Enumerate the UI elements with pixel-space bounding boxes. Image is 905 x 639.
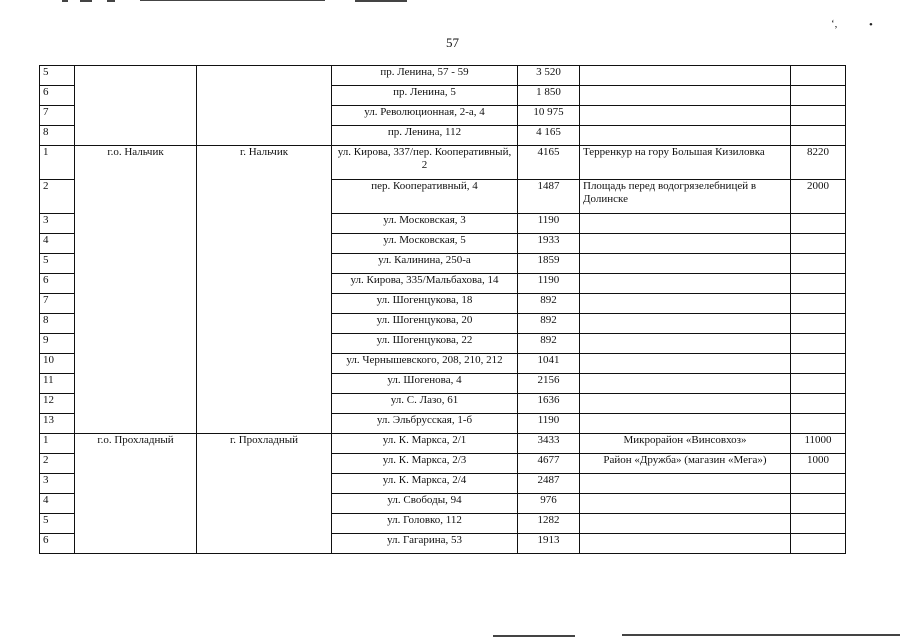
site-cell <box>580 126 791 146</box>
district-cell: г.о. Нальчик <box>75 146 197 434</box>
address-cell: ул. К. Маркса, 2/4 <box>332 474 518 494</box>
row-number-cell: 6 <box>40 274 75 294</box>
table-row <box>40 434 846 454</box>
address-cell: ул. Головко, 112 <box>332 514 518 534</box>
area-cell: 1041 <box>518 354 580 374</box>
row-number-cell: 12 <box>40 394 75 414</box>
site-cell: Микрорайон «Винсовхоз» <box>580 434 791 454</box>
address-cell: ул. С. Лазо, 61 <box>332 394 518 414</box>
site-cell <box>580 474 791 494</box>
row-number-cell: 13 <box>40 414 75 434</box>
site-area-cell <box>791 86 846 106</box>
site-cell <box>580 374 791 394</box>
row-number-cell: 11 <box>40 374 75 394</box>
address-cell: ул. Московская, 3 <box>332 214 518 234</box>
corner-mark: • <box>869 19 873 31</box>
address-cell: ул. К. Маркса, 2/3 <box>332 454 518 474</box>
row-number-cell: 6 <box>40 86 75 106</box>
registry-table <box>39 65 846 554</box>
row-number-cell: 5 <box>40 66 75 86</box>
address-cell: пр. Ленина, 57 - 59 <box>332 66 518 86</box>
area-cell: 1190 <box>518 274 580 294</box>
table-row <box>40 66 846 86</box>
city-cell: г. Нальчик <box>197 146 332 434</box>
area-cell: 1190 <box>518 414 580 434</box>
city-cell <box>197 66 332 146</box>
site-area-cell <box>791 414 846 434</box>
table-row <box>40 146 846 180</box>
site-cell <box>580 294 791 314</box>
address-cell: ул. Шогенцукова, 22 <box>332 334 518 354</box>
row-number-cell: 7 <box>40 106 75 126</box>
site-area-cell <box>791 514 846 534</box>
row-number-cell: 9 <box>40 334 75 354</box>
site-area-cell <box>791 494 846 514</box>
site-area-cell <box>791 314 846 334</box>
site-area-cell <box>791 66 846 86</box>
site-area-cell <box>791 274 846 294</box>
row-number-cell: 10 <box>40 354 75 374</box>
site-cell <box>580 394 791 414</box>
area-cell: 4677 <box>518 454 580 474</box>
address-cell: пр. Ленина, 5 <box>332 86 518 106</box>
area-cell: 3 520 <box>518 66 580 86</box>
row-number-cell: 6 <box>40 534 75 554</box>
area-cell: 1 850 <box>518 86 580 106</box>
site-cell <box>580 534 791 554</box>
area-cell: 1636 <box>518 394 580 414</box>
row-number-cell: 8 <box>40 126 75 146</box>
site-cell <box>580 106 791 126</box>
area-cell: 2156 <box>518 374 580 394</box>
site-cell <box>580 514 791 534</box>
row-number-cell: 4 <box>40 494 75 514</box>
address-cell: ул. Чернышевского, 208, 210, 212 <box>332 354 518 374</box>
scan-edge-bottom <box>493 635 575 637</box>
row-number-cell: 7 <box>40 294 75 314</box>
site-cell <box>580 66 791 86</box>
row-number-cell: 1 <box>40 434 75 454</box>
site-area-cell <box>791 334 846 354</box>
area-cell: 1282 <box>518 514 580 534</box>
area-cell: 892 <box>518 314 580 334</box>
site-cell <box>580 314 791 334</box>
site-cell <box>580 334 791 354</box>
address-cell: ул. Шогенцукова, 18 <box>332 294 518 314</box>
address-cell: ул. Кирова, 335/Мальбахова, 14 <box>332 274 518 294</box>
site-area-cell <box>791 394 846 414</box>
address-cell: ул. Шогенцукова, 20 <box>332 314 518 334</box>
area-cell: 3433 <box>518 434 580 454</box>
row-number-cell: 5 <box>40 254 75 274</box>
site-area-cell <box>791 254 846 274</box>
district-cell <box>75 66 197 146</box>
area-cell: 2487 <box>518 474 580 494</box>
area-cell: 1859 <box>518 254 580 274</box>
district-cell: г.о. Прохладный <box>75 434 197 554</box>
row-number-cell: 2 <box>40 180 75 214</box>
address-cell: ул. К. Маркса, 2/1 <box>332 434 518 454</box>
area-cell: 10 975 <box>518 106 580 126</box>
area-cell: 1913 <box>518 534 580 554</box>
site-area-cell <box>791 354 846 374</box>
area-cell: 4 165 <box>518 126 580 146</box>
site-cell <box>580 234 791 254</box>
site-cell <box>580 274 791 294</box>
site-area-cell <box>791 534 846 554</box>
site-cell: Район «Дружба» (магазин «Мега») <box>580 454 791 474</box>
row-number-cell: 3 <box>40 214 75 234</box>
site-area-cell <box>791 126 846 146</box>
address-cell: ул. Кирова, 337/пер. Кооперативный, 2 <box>332 146 518 180</box>
address-cell: ул. Московская, 5 <box>332 234 518 254</box>
row-number-cell: 1 <box>40 146 75 180</box>
address-cell: ул. Эльбрусская, 1-б <box>332 414 518 434</box>
area-cell: 892 <box>518 294 580 314</box>
site-cell: Площадь перед водогрязелебницей в Долинске <box>580 180 791 214</box>
site-cell <box>580 414 791 434</box>
row-number-cell: 3 <box>40 474 75 494</box>
site-area-cell: 1000 <box>791 454 846 474</box>
scan-edge-top <box>62 0 68 2</box>
address-cell: ул. Калинина, 250-а <box>332 254 518 274</box>
scan-edge-top <box>80 0 92 2</box>
site-cell <box>580 494 791 514</box>
site-area-cell <box>791 106 846 126</box>
address-cell: ул. Шогенова, 4 <box>332 374 518 394</box>
site-area-cell <box>791 374 846 394</box>
address-cell: ул. Гагарина, 53 <box>332 534 518 554</box>
area-cell: 976 <box>518 494 580 514</box>
site-area-cell <box>791 214 846 234</box>
scan-edge-top <box>140 0 325 1</box>
address-cell: пр. Ленина, 112 <box>332 126 518 146</box>
row-number-cell: 4 <box>40 234 75 254</box>
corner-mark: ‘, <box>831 18 838 30</box>
area-cell: 1190 <box>518 214 580 234</box>
site-area-cell: 8220 <box>791 146 846 180</box>
site-area-cell <box>791 294 846 314</box>
scan-edge-top <box>107 0 115 2</box>
site-cell <box>580 254 791 274</box>
area-cell: 1487 <box>518 180 580 214</box>
city-cell: г. Прохладный <box>197 434 332 554</box>
address-cell: ул. Революционная, 2-а, 4 <box>332 106 518 126</box>
site-area-cell: 11000 <box>791 434 846 454</box>
site-cell <box>580 86 791 106</box>
site-cell <box>580 214 791 234</box>
site-area-cell <box>791 234 846 254</box>
site-cell: Терренкур на гору Большая Кизиловка <box>580 146 791 180</box>
scan-edge-top <box>355 0 407 2</box>
address-cell: пер. Кооперативный, 4 <box>332 180 518 214</box>
page-number: 57 <box>446 35 459 50</box>
site-area-cell <box>791 474 846 494</box>
area-cell: 4165 <box>518 146 580 180</box>
area-cell: 1933 <box>518 234 580 254</box>
area-cell: 892 <box>518 334 580 354</box>
row-number-cell: 2 <box>40 454 75 474</box>
registry-body <box>40 66 846 554</box>
site-cell <box>580 354 791 374</box>
site-area-cell: 2000 <box>791 180 846 214</box>
address-cell: ул. Свободы, 94 <box>332 494 518 514</box>
scan-edge-bottom <box>622 634 900 636</box>
row-number-cell: 5 <box>40 514 75 534</box>
row-number-cell: 8 <box>40 314 75 334</box>
